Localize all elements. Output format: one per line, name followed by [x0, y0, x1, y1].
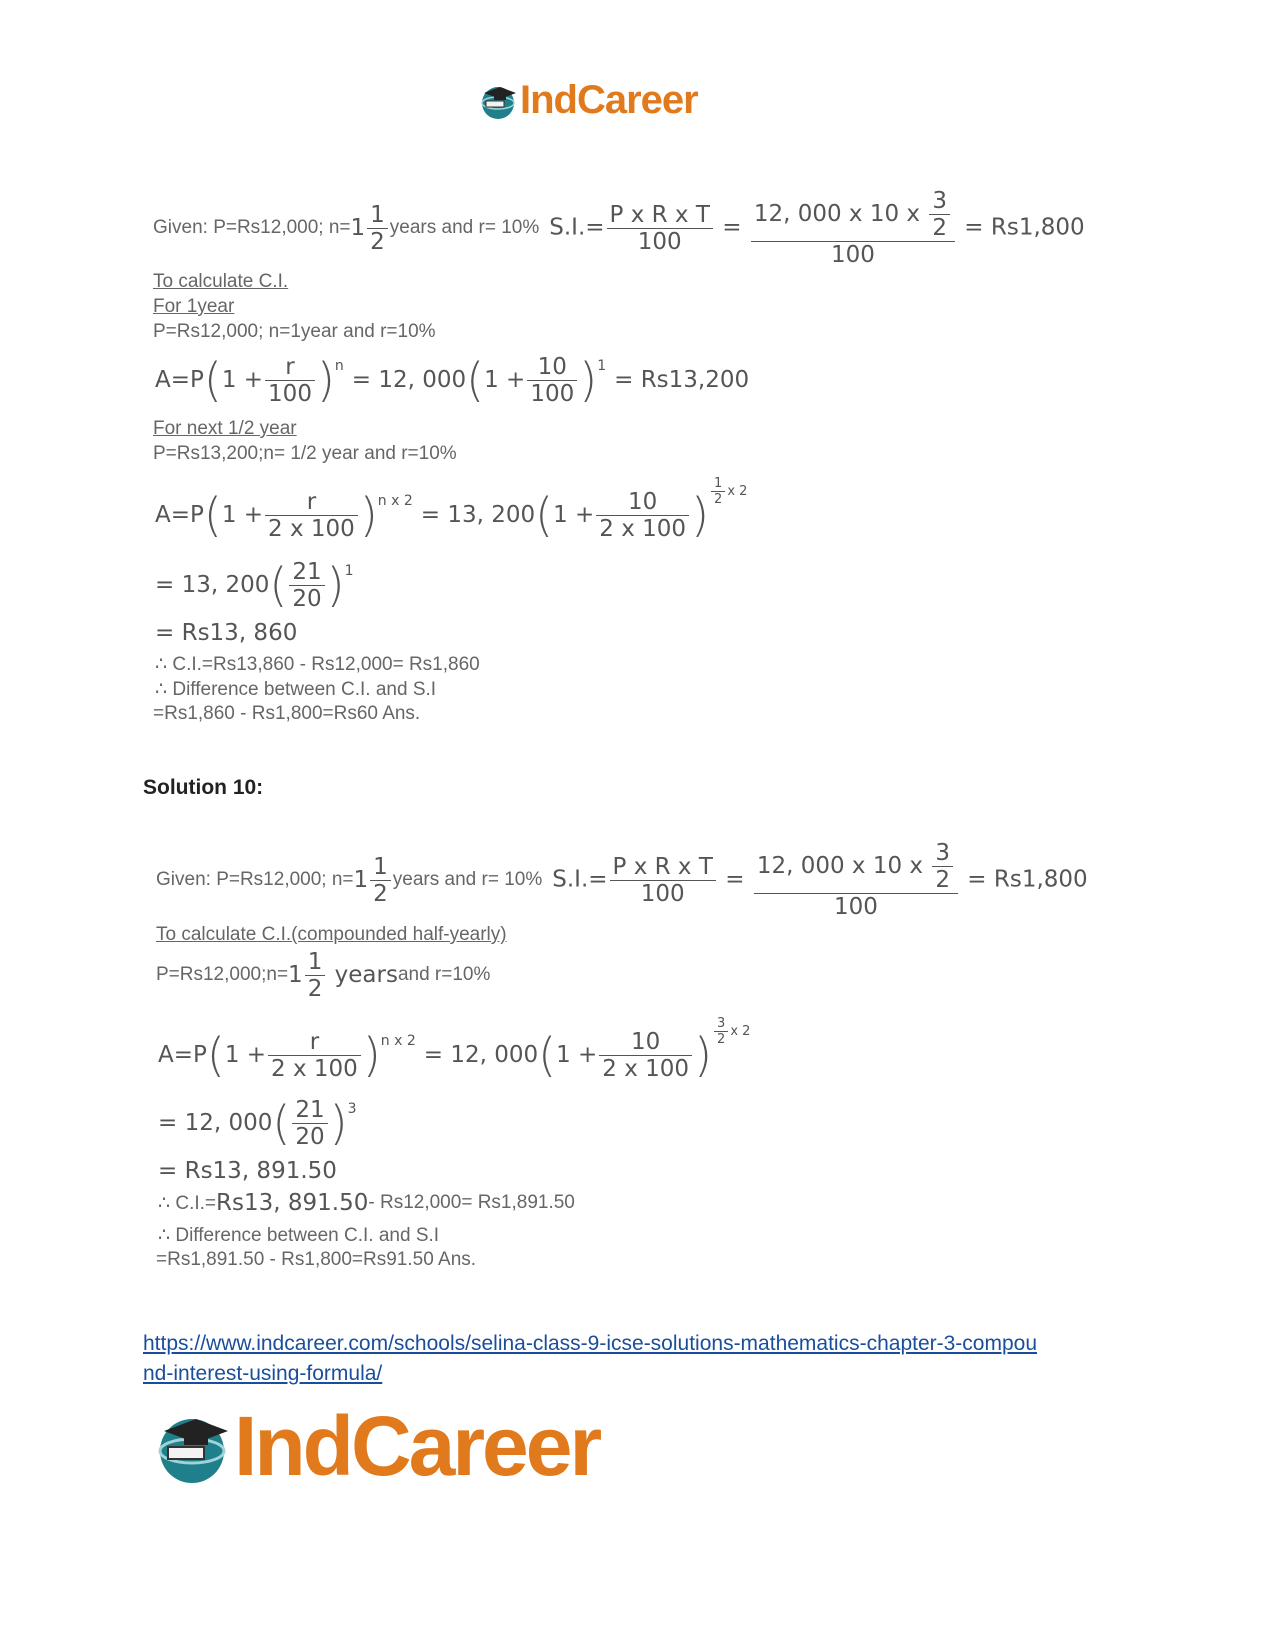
years-rate-text: years and r= 10%: [389, 217, 540, 238]
amount-formula-2: A=P ( 1 + $\frac{r}{2 x 100}$ ) n x 2 = 13, 200 ( 1 + $\frac{10}{2 x 100}$ ) $\frac{1}{2}$ x 2: [155, 475, 748, 542]
answer-line-1: =Rs1,860 - Rs1,800=Rs60 Ans.: [153, 703, 421, 724]
footer-logo-text: IndCareer: [234, 1399, 600, 1493]
header-logo-text: IndCareer: [520, 78, 698, 122]
given-text: Given: P=Rs12,000; n=: [156, 869, 354, 890]
n-value: 1 $\frac{1}{2}$: [354, 854, 393, 907]
given-text: Given: P=Rs12,000; n=: [153, 217, 351, 238]
footer-logo: [152, 1398, 599, 1495]
years-rate-text: years and r= 10%: [392, 869, 543, 890]
p-line-3: P=Rs12,000;n= 1 $\frac{1}{2}$ years and r=10%: [156, 948, 491, 1002]
for-1year: For 1year: [153, 296, 235, 317]
header-logo: [478, 78, 698, 123]
si-formula: S.I.= $\frac{\text{P x R x T}}{100}$ = 12, 000 x 10 x $\frac{3}{2}$ 100 = Rs1,800: [549, 188, 1085, 268]
graduation-cap-globe-icon: [478, 81, 518, 121]
amount-formula-3: = 13, 200 ( $\frac{21}{20}$ ) 1: [155, 558, 354, 612]
amount-formula-4: A=P ( 1 + $\frac{r}{2 x 100}$ ) n x 2 = 12, 000 ( 1 + $\frac{10}{2 x 100}$ ) $\frac{3}{2}$ x 2: [158, 1015, 751, 1082]
si-formula: S.I.= $\frac{\text{P x R x T}}{100}$ = 12, 000 x 10 x $\frac{3}{2}$ 100 = Rs1,800: [552, 840, 1088, 920]
block1-given-row: [153, 188, 1085, 268]
source-link[interactable]: [143, 1329, 1037, 1389]
amount-formula-1: A=P ( 1 + $\frac{r}{100}$ ) n = 12, 000 ( 1 + $\frac{10}{100}$ ) 1 = Rs13,200: [155, 353, 750, 407]
p-line-1: P=Rs12,000; n=1year and r=10%: [153, 321, 436, 342]
ci-line-1: ∴ C.I.=Rs13,860 - Rs12,000= Rs1,860: [155, 654, 480, 675]
diff-line-1: ∴ Difference between C.I. and S.I: [155, 679, 437, 700]
to-calculate-ci: To calculate C.I.: [153, 271, 289, 292]
for-next-half-year: For next 1/2 year: [153, 418, 297, 439]
n-value: 1 $\frac{1}{2}$: [351, 202, 390, 255]
amount-result-2: = Rs13, 891.50: [158, 1158, 337, 1184]
answer-line-2: =Rs1,891.50 - Rs1,800=Rs91.50 Ans.: [156, 1249, 477, 1270]
to-calculate-ci-half-yearly: To calculate C.I.(compounded half-yearly): [156, 924, 507, 945]
amount-formula-5: = 12, 000 ( $\frac{21}{20}$ ) 3: [158, 1096, 357, 1150]
graduation-cap-globe-icon: [152, 1407, 232, 1487]
source-link-line-2[interactable]: nd-interest-using-formula/: [143, 1362, 383, 1385]
solution-10-heading: Solution 10:: [143, 776, 264, 799]
diff-line-2: ∴ Difference between C.I. and S.I: [158, 1225, 440, 1246]
source-link-line-1[interactable]: https://www.indcareer.com/schools/selina-class-9-icse-solutions-mathematics-chapter-3-compou: [143, 1332, 1038, 1355]
p-line-2: P=Rs13,200;n= 1/2 year and r=10%: [153, 443, 457, 464]
block2-given-row: [156, 840, 1088, 920]
amount-result-1: = Rs13, 860: [155, 620, 298, 646]
ci-line-2: ∴ C.I.= Rs13, 891.50 - Rs12,000= Rs1,891.50: [158, 1190, 575, 1216]
